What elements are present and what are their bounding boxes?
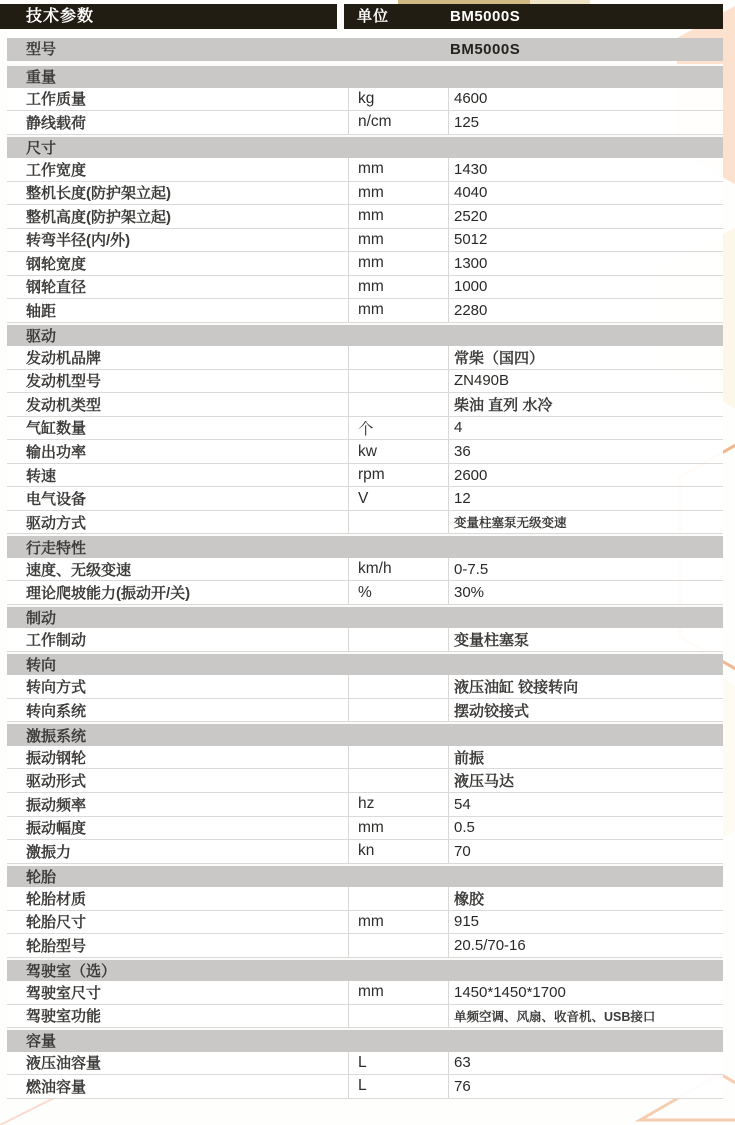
spec-label: 振动幅度 <box>26 820 87 838</box>
spec-value: 1430 <box>448 158 723 181</box>
spec-row <box>7 158 723 182</box>
spec-row <box>7 464 723 488</box>
spec-row <box>7 511 723 535</box>
spec-value: 2600 <box>448 464 723 487</box>
spec-unit: mm <box>348 276 448 299</box>
spec-unit: L <box>348 1075 448 1098</box>
spec-row <box>7 182 723 206</box>
spec-label: 发动机类型 <box>26 396 102 414</box>
spec-unit: % <box>348 581 448 604</box>
spec-unit: hz <box>348 793 448 816</box>
header-model: BM5000S <box>450 8 521 25</box>
spec-row <box>7 370 723 394</box>
spec-label: 转向方式 <box>26 679 87 697</box>
spec-row <box>7 628 723 652</box>
header-unit-label: 单位 <box>357 8 390 25</box>
spec-label: 整机长度(防护架立起) <box>26 185 171 203</box>
section-row <box>7 323 723 347</box>
spec-unit <box>348 1005 448 1028</box>
spec-label: 振动钢轮 <box>26 749 87 767</box>
spec-label: 转弯半径(内/外) <box>26 232 131 250</box>
spec-row <box>7 817 723 841</box>
spec-unit: 个 <box>348 417 448 440</box>
section-label: 尺寸 <box>26 139 57 157</box>
spec-row <box>7 911 723 935</box>
spec-label: 整机高度(防护架立起) <box>26 208 171 226</box>
spec-row <box>7 88 723 112</box>
spec-unit: km/h <box>348 558 448 581</box>
spec-value: 柴油 直列 水冷 <box>448 393 723 416</box>
spec-unit: mm <box>348 299 448 322</box>
spec-value: 常柴（国四） <box>448 346 723 369</box>
spec-value: 摆动铰接式 <box>448 699 723 722</box>
spec-value: 2280 <box>448 299 723 322</box>
spec-label: 静线载荷 <box>26 114 87 132</box>
spec-unit <box>348 393 448 416</box>
spec-label: 驱动形式 <box>26 773 87 791</box>
section-row <box>7 605 723 629</box>
spec-label: 驾驶室尺寸 <box>26 984 102 1002</box>
spec-value: 125 <box>448 111 723 134</box>
section-label: 容量 <box>26 1033 57 1051</box>
spec-unit: mm <box>348 817 448 840</box>
spec-unit: kn <box>348 840 448 863</box>
spec-label: 钢轮宽度 <box>26 255 87 273</box>
spec-row <box>7 299 723 323</box>
table-header <box>0 4 723 29</box>
spec-unit: rpm <box>348 464 448 487</box>
spec-unit <box>348 511 448 534</box>
section-label: 驾驶室（选） <box>26 962 117 980</box>
spec-value: 70 <box>448 840 723 863</box>
spec-label: 轴距 <box>26 302 57 320</box>
spec-label: 轮胎材质 <box>26 890 87 908</box>
spec-unit: mm <box>348 911 448 934</box>
model-row-value: BM5000S <box>450 41 521 58</box>
spec-label: 转向系统 <box>26 702 87 720</box>
section-label: 驱动 <box>26 327 57 345</box>
spec-row <box>7 276 723 300</box>
spec-row <box>7 840 723 864</box>
spec-row <box>7 769 723 793</box>
header-divider <box>337 4 344 29</box>
section-row <box>7 722 723 746</box>
section-label: 激振系统 <box>26 727 87 745</box>
spec-unit <box>348 887 448 910</box>
spec-value: 1300 <box>448 252 723 275</box>
spec-row <box>7 417 723 441</box>
spec-unit: kw <box>348 440 448 463</box>
spec-unit: mm <box>348 252 448 275</box>
model-row <box>7 38 723 61</box>
spec-rows <box>7 64 723 1099</box>
spec-value: 1000 <box>448 276 723 299</box>
spec-value: 单频空调、风扇、收音机、USB接口 <box>448 1005 723 1028</box>
section-label: 重量 <box>26 69 57 87</box>
spec-label: 钢轮直径 <box>26 279 87 297</box>
spec-label: 发动机品牌 <box>26 349 102 367</box>
spec-value: 4600 <box>448 88 723 111</box>
spec-label: 轮胎尺寸 <box>26 914 87 932</box>
spec-value: 橡胶 <box>448 887 723 910</box>
spec-row <box>7 675 723 699</box>
spec-unit: mm <box>348 205 448 228</box>
spec-value: 0.5 <box>448 817 723 840</box>
spec-value: 30% <box>448 581 723 604</box>
diagonal-accent <box>0 1095 60 1125</box>
header-title: 技术参数 <box>26 8 95 25</box>
spec-value: 2520 <box>448 205 723 228</box>
spec-value: 0-7.5 <box>448 558 723 581</box>
spec-unit <box>348 769 448 792</box>
spec-label: 电气设备 <box>26 491 87 509</box>
spec-unit <box>348 746 448 769</box>
spec-value: 915 <box>448 911 723 934</box>
spec-label: 轮胎型号 <box>26 937 87 955</box>
spec-row <box>7 1075 723 1099</box>
spec-row <box>7 558 723 582</box>
spec-row <box>7 111 723 135</box>
spec-unit <box>348 675 448 698</box>
section-row <box>7 1028 723 1052</box>
spec-value: 变量柱塞泵无级变速 <box>448 511 723 534</box>
spec-row <box>7 252 723 276</box>
section-row <box>7 135 723 159</box>
spec-value: 液压油缸 铰接转向 <box>448 675 723 698</box>
spec-unit <box>348 628 448 651</box>
spec-label: 振动频率 <box>26 796 87 814</box>
spec-label: 工作制动 <box>26 632 87 650</box>
spec-unit: L <box>348 1052 448 1075</box>
spec-unit: kg <box>348 88 448 111</box>
spec-label: 理论爬坡能力(振动开/关) <box>26 585 191 603</box>
spec-row <box>7 205 723 229</box>
section-label: 轮胎 <box>26 868 57 886</box>
spec-row <box>7 887 723 911</box>
spec-value: 63 <box>448 1052 723 1075</box>
spec-value: 4040 <box>448 182 723 205</box>
spec-row <box>7 981 723 1005</box>
section-row <box>7 958 723 982</box>
spec-row <box>7 229 723 253</box>
spec-row <box>7 699 723 723</box>
spec-unit <box>348 934 448 957</box>
spec-value: 12 <box>448 487 723 510</box>
spec-value: 前振 <box>448 746 723 769</box>
spec-row <box>7 393 723 417</box>
spec-row <box>7 487 723 511</box>
spec-value: 20.5/70-16 <box>448 934 723 957</box>
spec-row <box>7 746 723 770</box>
spec-label: 激振力 <box>26 843 72 861</box>
spec-label: 燃油容量 <box>26 1078 87 1096</box>
spec-value: 变量柱塞泵 <box>448 628 723 651</box>
spec-unit: mm <box>348 981 448 1004</box>
spec-label: 速度、无级变速 <box>26 561 132 579</box>
spec-value: ZN490B <box>448 370 723 393</box>
spec-value: 1450*1450*1700 <box>448 981 723 1004</box>
section-label: 制动 <box>26 610 57 628</box>
spec-label: 驱动方式 <box>26 514 87 532</box>
spec-row <box>7 346 723 370</box>
spec-unit <box>348 370 448 393</box>
spec-row <box>7 934 723 958</box>
spec-label: 转速 <box>26 467 57 485</box>
spec-row <box>7 793 723 817</box>
spec-label: 工作质量 <box>26 91 87 109</box>
model-row-label: 型号 <box>26 41 57 58</box>
spec-label: 液压油容量 <box>26 1055 102 1073</box>
spec-unit: n/cm <box>348 111 448 134</box>
spec-label: 输出功率 <box>26 444 87 461</box>
spec-value: 76 <box>448 1075 723 1098</box>
section-row <box>7 864 723 888</box>
spec-value: 36 <box>448 440 723 463</box>
spec-row <box>7 581 723 605</box>
section-label: 转向 <box>26 657 57 675</box>
section-row <box>7 64 723 88</box>
spec-value: 5012 <box>448 229 723 252</box>
spec-unit: mm <box>348 229 448 252</box>
spec-unit: V <box>348 487 448 510</box>
spec-unit <box>348 699 448 722</box>
spec-unit: mm <box>348 182 448 205</box>
section-row <box>7 534 723 558</box>
spec-value: 液压马达 <box>448 769 723 792</box>
spec-unit <box>348 346 448 369</box>
spec-value: 4 <box>448 417 723 440</box>
spec-label: 驾驶室功能 <box>26 1008 102 1026</box>
spec-unit: mm <box>348 158 448 181</box>
spec-row <box>7 440 723 464</box>
spec-label: 发动机型号 <box>26 373 102 391</box>
spec-label: 工作宽度 <box>26 161 87 179</box>
section-row <box>7 652 723 676</box>
spec-row <box>7 1005 723 1029</box>
spec-value: 54 <box>448 793 723 816</box>
spec-label: 气缸数量 <box>26 420 87 438</box>
spec-row <box>7 1052 723 1076</box>
section-label: 行走特性 <box>26 539 87 557</box>
